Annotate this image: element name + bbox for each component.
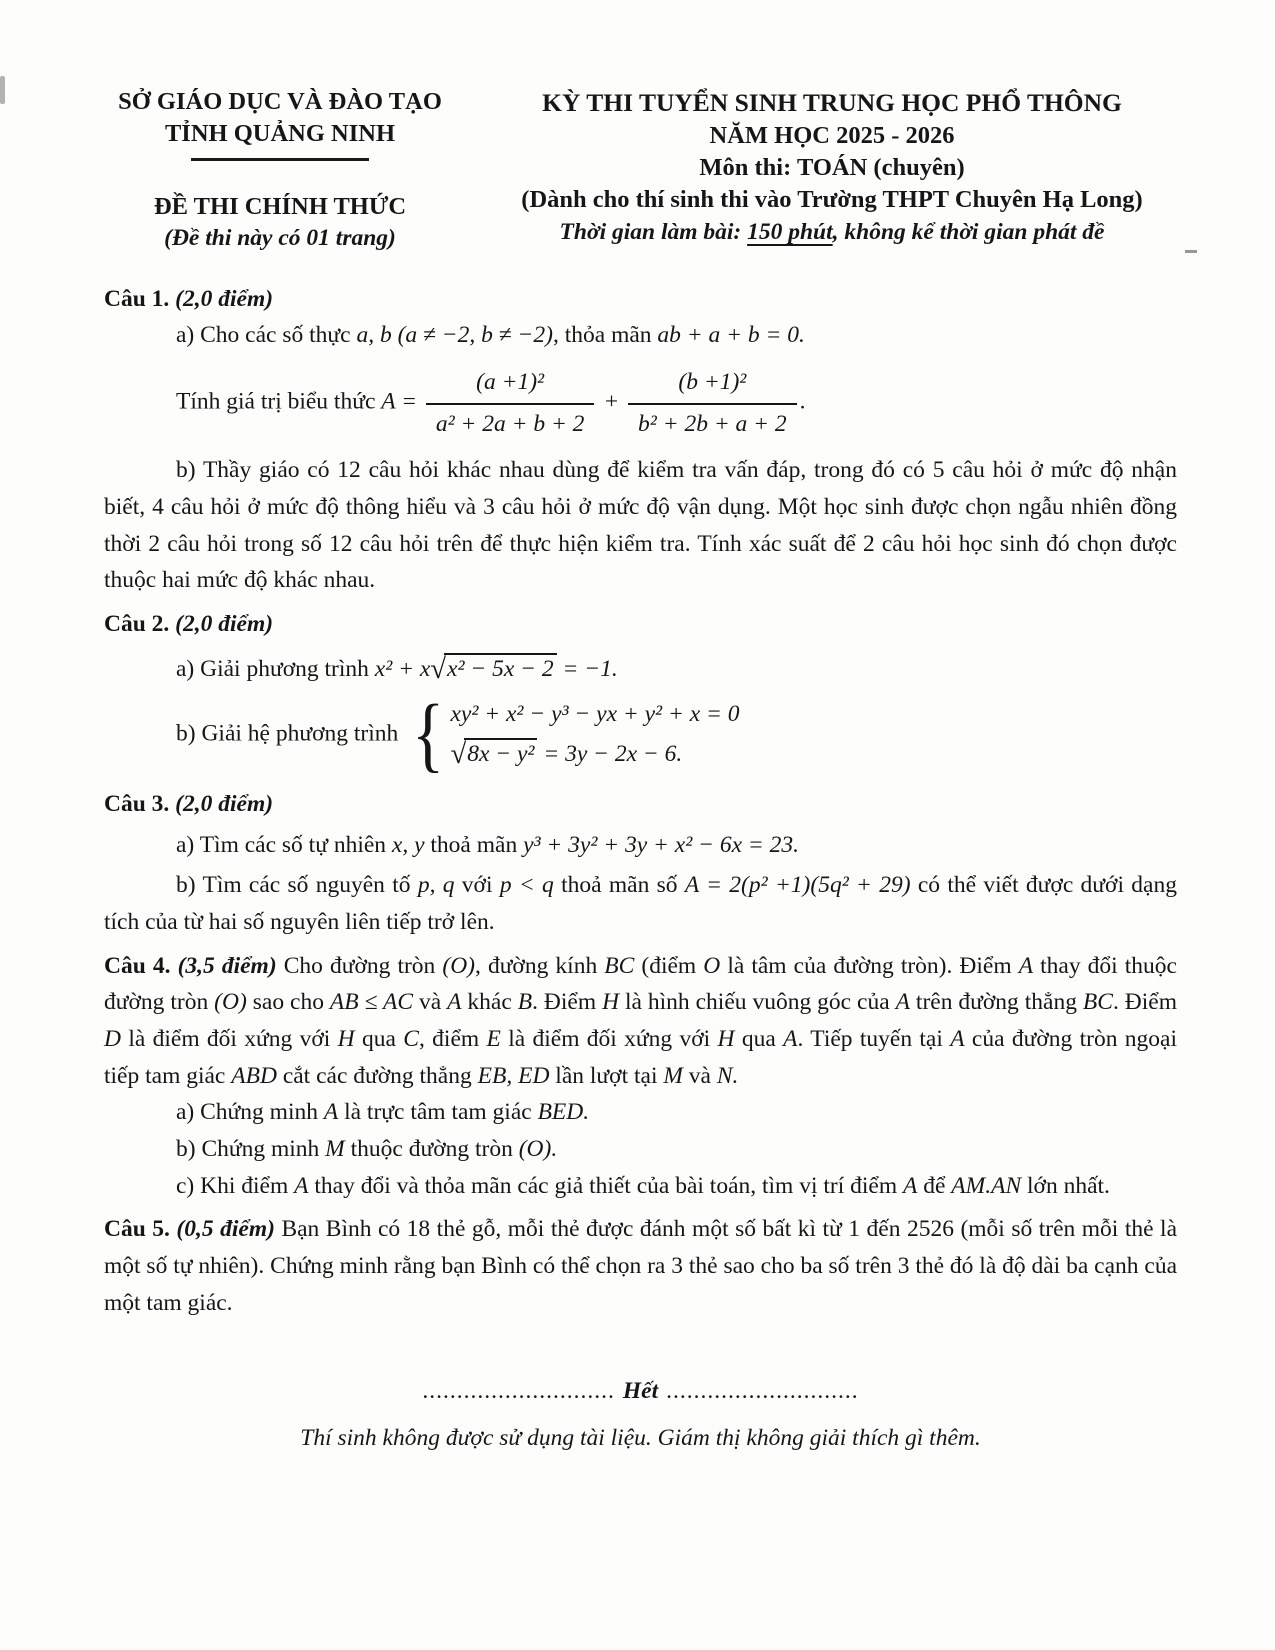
question-2b-label: b) Giải hệ phương trình xyxy=(176,720,405,747)
question-1-heading: Câu 1. (2,0 điểm) xyxy=(104,285,274,312)
time-value: 150 phút xyxy=(747,218,833,245)
target-audience-note: (Dành cho thí sinh thi vào Trường THPT Chuyên Hạ Long) xyxy=(521,186,1143,214)
scan-artifact xyxy=(0,76,5,104)
issuing-authority-block xyxy=(104,86,456,255)
school-year: NĂM HỌC 2025 - 2026 xyxy=(709,121,955,149)
end-dots-right: ............................ xyxy=(666,1378,859,1405)
end-dots-left: ............................ xyxy=(422,1378,615,1405)
question-2a: a) Giải phương trình x² + x√x² − 5x − 2 = −1. xyxy=(176,652,618,685)
page-count-note: (Đề thi này có 01 trang) xyxy=(164,224,396,251)
time-suffix: , không kể thời gian phát đề xyxy=(832,218,1105,245)
question-1b: b) Thầy giáo có 12 câu hỏi khác nhau dùng để kiểm tra vấn đáp, trong đó có 5 câu hỏi ở mức độ nhận biết, 4 câu hỏi ở mức độ thông hiểu và 3 câu hỏi ở mức độ vận dụng. Một học sinh được chọn ngẫu nhiên đồng thời 2 câu hỏi trong số 12 câu hỏi trên để thực hiện kiểm tra. Tính xác suất để 2 câu hỏi học sinh đó chọn được thuộc hai mức độ khác nhau. xyxy=(104,457,1177,594)
official-exam-label: ĐỀ THI CHÍNH THỨC xyxy=(153,192,407,220)
province-name: TỈNH QUẢNG NINH xyxy=(164,120,396,148)
document-header xyxy=(104,86,1177,255)
document-footer xyxy=(104,1373,1177,1456)
exam-body xyxy=(104,281,1177,1322)
question-2b xyxy=(176,688,1177,782)
scan-artifact xyxy=(1185,250,1197,253)
question-3b: b) Tìm các số nguyên tố p, q với p < q thoả mãn số A = 2(p² +1)(5q² + 29) có thể viết được dưới dạng tích của từ hai số nguyên liên tiếp trở lên. xyxy=(104,872,1177,936)
subject-line: Môn thi: TOÁN (chuyên) xyxy=(699,153,965,181)
time-limit-line xyxy=(487,217,1177,249)
question-4b: b) Chứng minh M thuộc đường tròn (O). xyxy=(176,1136,558,1163)
header-underline xyxy=(191,158,369,161)
system-equation-1: xy² + x² − y³ − yx + y² + x = 0 xyxy=(450,701,740,728)
question-4a: a) Chứng minh A là trực tâm tam giác BED. xyxy=(176,1099,590,1126)
end-marker xyxy=(104,1373,1177,1410)
question-2-heading: Câu 2. (2,0 điểm) xyxy=(104,610,274,637)
exam-rules-note: Thí sinh không được sử dụng tài liệu. Giám thị không giải thích gì thêm. xyxy=(300,1424,981,1451)
end-label: Hết xyxy=(622,1378,659,1405)
exam-title: KỲ THI TUYỂN SINH TRUNG HỌC PHỔ THÔNG xyxy=(542,88,1122,117)
question-1a: a) Cho các số thực a, b (a ≠ −2, b ≠ −2), thỏa mãn ab + a + b = 0. xyxy=(176,322,805,349)
system-equation-2: √8x − y² = 3y − 2x − 6. xyxy=(450,738,683,771)
question-3a: a) Tìm các số tự nhiên x, y thoả mãn y³ + 3y² + 3y + x² − 6x = 23. xyxy=(176,831,800,858)
system-rows xyxy=(450,695,739,775)
question-4-paragraph: Câu 4. (3,5 điểm) Cho đường tròn (O), đường kính BC (điểm O là tâm của đường tròn). Điểm A thay đổi thuộc đường tròn (O) sao cho AB ≤ AC và A khác B. Điểm H là hình chiếu vuông góc của A trên đường thẳng BC. Điểm D là điểm đối xứng với H qua C, điểm E là điểm đối xứng với H qua A. Tiếp tuyến tại A của đường tròn ngoại tiếp tam giác ABD cắt các đường thẳng EB, ED lần lượt tại M và N. xyxy=(104,952,1178,1089)
question-1-expression: Tính giá trị biểu thức A = $\frac{\text{(a +1)²}}{\text{a² + 2a + b + 2}}$ + $\frac{\text{(b +1)²}}{\text{b² + 2b + a + 2}}$ . xyxy=(176,360,1177,446)
department-name: SỞ GIÁO DỤC VÀ ĐÀO TẠO xyxy=(118,88,442,115)
system-brace: { xyxy=(412,688,445,782)
question-5-paragraph: Câu 5. (0,5 điểm) Bạn Bình có 18 thẻ gỗ, mỗi thẻ được đánh một số bất kì từ 1 đến 2526 (mỗi số trên mỗi thẻ là một số tự nhiên). Chứng minh rằng bạn Bình có thể chọn ra 3 thẻ sao cho ba số trên 3 thẻ đó là độ dài ba cạnh của một tam giác. xyxy=(104,1216,1177,1316)
exam-title-block xyxy=(487,86,1177,255)
question-4c: c) Khi điểm A thay đổi và thỏa mãn các giả thiết của bài toán, tìm vị trí điểm A để AM.AN lớn nhất. xyxy=(176,1172,1110,1199)
equation-system xyxy=(408,688,740,782)
question-3-heading: Câu 3. (2,0 điểm) xyxy=(104,791,274,818)
time-prefix: Thời gian làm bài: xyxy=(559,218,748,245)
